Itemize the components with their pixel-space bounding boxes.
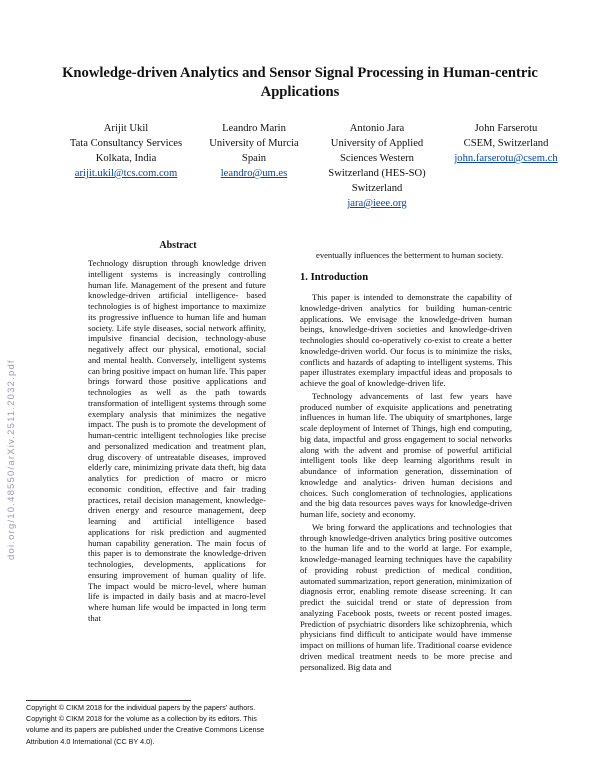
- author-email-link[interactable]: leandro@um.es: [220, 168, 288, 179]
- side-watermark: doi.org/10.48550/arXiv.2511.2032.pdf: [6, 359, 17, 560]
- copyright-footnote: Copyright © CIKM 2018 for the individual papers by the papers' authors. Copyright © CIKM 2018 for the volume as a collection by its editors. This volume and its papers are published under the Creative Commons License Attribution 4.0 International (CC BY 4.0).: [26, 703, 265, 746]
- author-affiliation: CSEM, Switzerland: [463, 138, 549, 149]
- author-block-4: [436, 121, 576, 166]
- author-email-link[interactable]: arijit.ukil@tcs.com.com: [74, 168, 178, 179]
- author-affiliation: Switzerland (HES-SO): [328, 168, 426, 179]
- author-block-2: [198, 121, 310, 181]
- author-affiliation: University of Murcia: [209, 138, 299, 149]
- author-location: Switzerland: [351, 183, 403, 194]
- abstract-heading: Abstract: [159, 240, 197, 251]
- author-affiliation: Tata Consultancy Services: [69, 138, 183, 149]
- introduction-body: [300, 292, 512, 674]
- intro-paragraph: This paper is intended to demonstrate the capability of knowledge-driven analytics for building human-centric applications. We envisage the knowledge-driven human beings, knowledge-driven societies and knowledge-driven technologies should co-operatively co-exist to create a better knowledge-driven world. Our focus is to minimize the risks, conflicts and hazards of adapting to intelligent systems. This paper illustrates exemplary impactful ideas and proposals to achieve the goal of knowledge-driven life.: [300, 292, 512, 388]
- abstract-text: Technology disruption through knowledge driven intelligent systems is increasingly controlling human life. Management of the present and future knowledge-driven artificial intelligence- based technologies is of highest importance to maximize its progressive influence to human life and human society. Life style diseases, social network affinity, impulsive financial decision, technology-abuse negatively affect our physical, emotional, social and mental health. Conversely, intelligent systems can bring positive impact on human life. This paper brings forward those positive applications and technologies as well as the path towards transformation of intelligent systems through some exemplary analysis that minimizes the negative impact. The push is to promote the development of human-centric intelligent technologies like precise and personalized medication and treatment plan, drug discovery of untreatable diseases, improved elderly care, minimizing private data theft, big data analytics for prediction of macro or micro economic condition, effective and fair trading practices, retail decision management, knowledge-driven energy and resource management, deep learning and artificial intelligence based applications for risk prediction and augmented human capability generation. The main focus of this paper is to demonstrate the knowledge-driven technologies, developments, applications for ensuring improvement of human quality of life. The impact would be micro-level, where human life is impacted in daily basis and at macro-level where human life would be impacted in long term that: [88, 258, 266, 623]
- intro-paragraph: We bring forward the applications and technologies that through knowledge-driven analytics bring positive outcomes to the human life and to the world at large. For example, knowledge-managed learning techniques have the capability of providing robust prediction of medical condition, automated summarization, report generation, minimization of diagnosis error, enabling remote disease screening. It can predict the suicidal trend or state of depression from analyzing Facebook posts, tweets or recent posted images. Prediction of psychiatric disorders like schizophrenia, which physicians find difficult to anticipate would have immense impact on millions of human life. Traditional coarse evidence driven medical treatment needs to be more precise and personalized. Big data and: [300, 521, 512, 672]
- author-affiliation: University of Applied: [330, 138, 424, 149]
- author-name: Antonio Jara: [349, 123, 405, 134]
- footnote-divider: [26, 700, 191, 701]
- paper-title: Knowledge-driven Analytics and Sensor Signal Processing in Human-centric Applications: [62, 65, 538, 100]
- abstract-continuation: eventually influences the betterment to human society.: [316, 250, 504, 260]
- author-block-1: [60, 121, 192, 181]
- section-heading-introduction: 1. Introduction: [300, 272, 369, 283]
- author-location: Spain: [241, 153, 267, 164]
- author-name: Arijit Ukil: [103, 123, 149, 134]
- author-location: Kolkata, India: [95, 153, 157, 164]
- author-name: John Farserotu: [474, 123, 538, 134]
- author-affiliation: Sciences Western: [340, 153, 414, 164]
- intro-paragraph: Technology advancements of last few years have produced number of exquisite applications and penetrating influences in human life. The ubiquity of smartphones, large scale deployment of Internet of Things, high end computing, big data, impactful and gross engagement to social networks along with the advent and promise of powerful artificial intelligent tools like deep learning algorithms result in abundance of information generation, dissemination of knowledge and analytics- driven human decisions and choices. Such conglomeration of technologies, applications and the big data resources paves ways for knowledge-driven human life, society and economy.: [300, 390, 512, 519]
- author-block-3: [316, 121, 438, 211]
- author-name: Leandro Marin: [222, 123, 286, 134]
- author-email-link[interactable]: john.farserotu@csem.ch: [454, 153, 558, 164]
- author-email-link[interactable]: jara@ieee.org: [347, 198, 407, 209]
